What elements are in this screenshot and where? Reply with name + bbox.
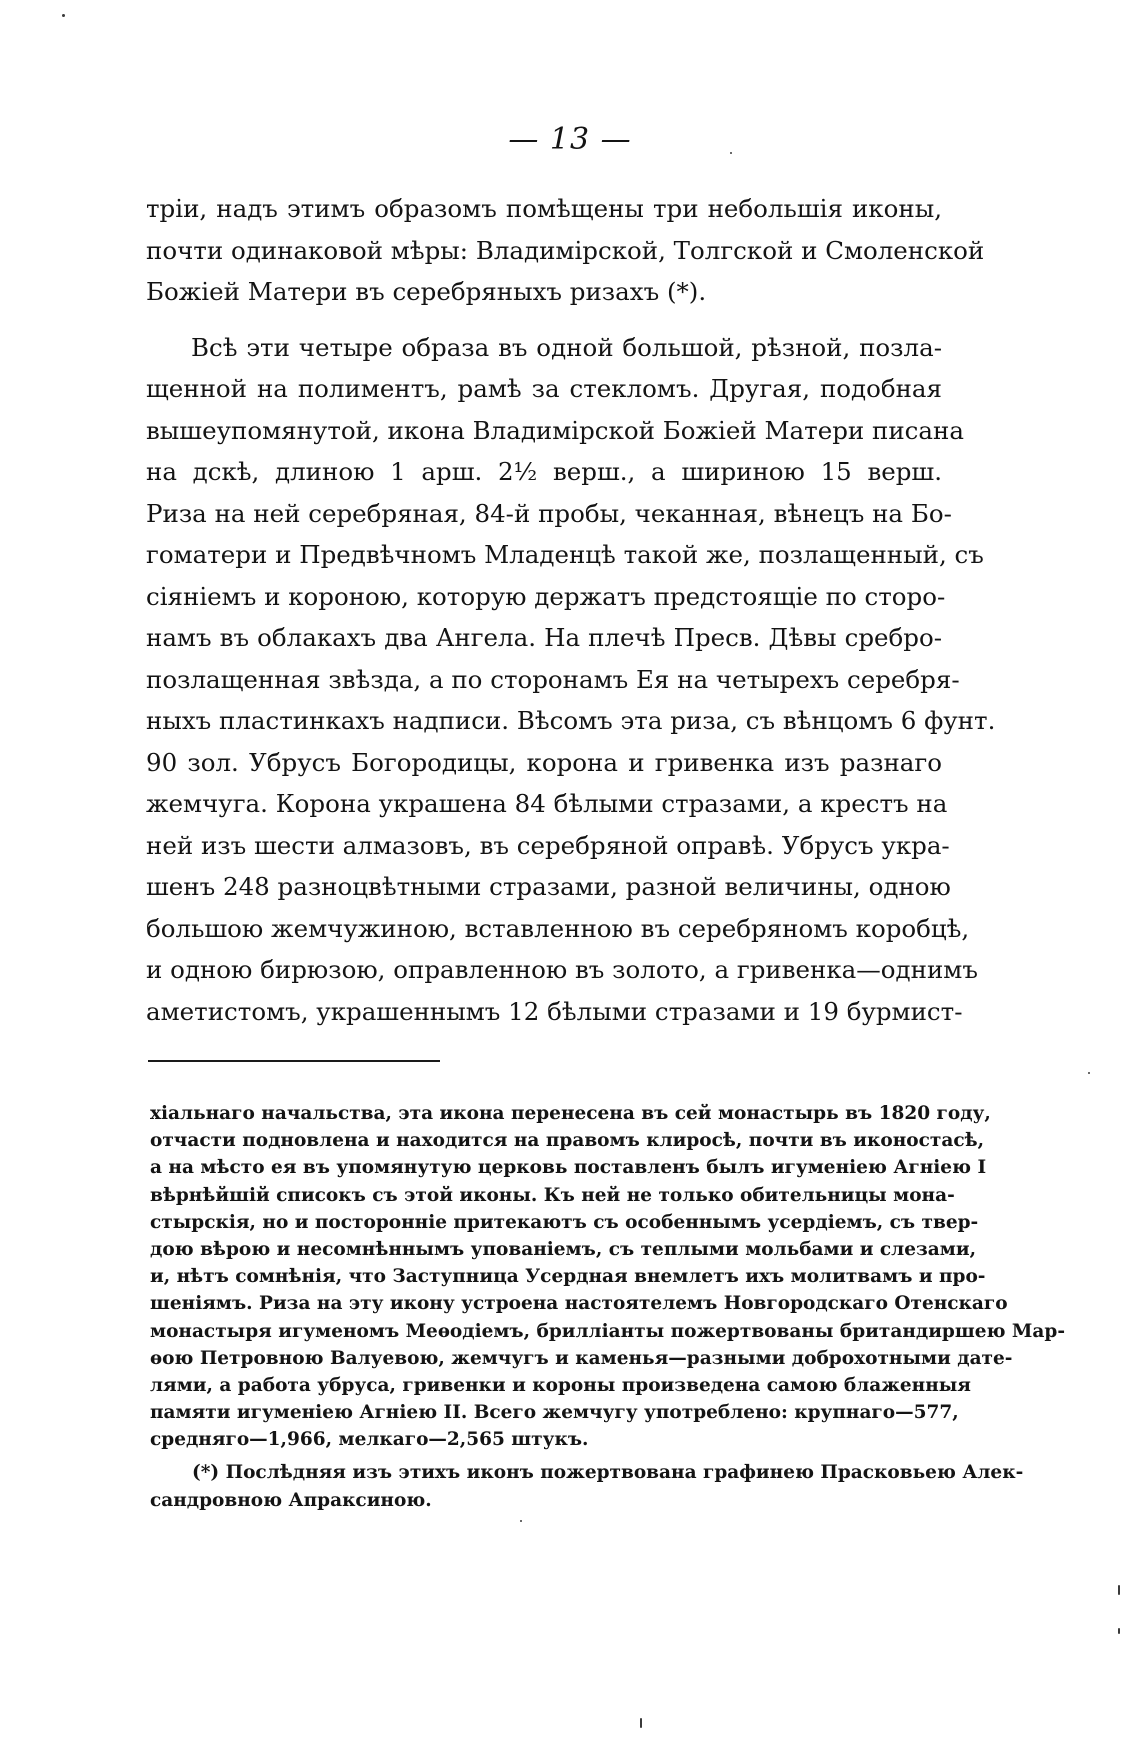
text-line: щенной на полиментъ, рамѣ за стекломъ. Другая, подобная [146, 374, 942, 403]
footnote-line: а на мѣсто ея въ упомянутую церковь поставленъ былъ игуменіею Агніею I [150, 1157, 987, 1179]
text-line: жемчуга. Корона украшена 84 бѣлыми стразами, а крестъ на [146, 789, 948, 818]
footnote-line: и, нѣтъ сомнѣнія, что Заступница Усердная внемлетъ ихъ молитвамъ и про- [150, 1266, 986, 1288]
scan-speck [640, 1718, 642, 1728]
footnote-line: хіальнаго начальства, эта икона перенесена въ сей монастырь въ 1820 году, [150, 1103, 991, 1124]
footnote-line: средняго—1,966, мелкаго—2,565 штукъ. [150, 1429, 589, 1451]
text-line: сіяніемъ и короною, которую держатъ предстоящіе по сторо- [146, 581, 946, 611]
text-line: ней изъ шести алмазовъ, въ серебряной оправѣ. Убрусъ укра- [146, 830, 950, 860]
text-line: большою жемчужиною, вставленною въ серебряномъ коробцѣ, [146, 913, 970, 943]
main-text [146, 188, 996, 1032]
footnote-line: шеніямъ. Риза на эту икону устроена настоятелемъ Новгородскаго Отенскаго [150, 1293, 1008, 1315]
text-line: 90 зол. Убрусъ Богородицы, корона и гривенка изъ разнаго [146, 747, 942, 777]
footnote-line: сандровною Апраксиною. [150, 1489, 432, 1511]
text-line: намъ въ облакахъ два Ангела. На плечѣ Пресв. Дѣвы сребро- [146, 623, 942, 652]
text-line: и одною бирюзою, оправленною въ золото, а гривенка—однимъ [146, 955, 978, 984]
text-line: ныхъ пластинкахъ надписи. Вѣсомъ эта риза, съ вѣнцомъ 6 фунт. [146, 706, 996, 735]
footnote-line: стырскія, но и посторонніе притекаютъ съ особеннымъ усердіемъ, съ твер- [150, 1211, 979, 1233]
scan-speck [1088, 1072, 1090, 1074]
text-line: Божіей Матери въ серебряныхъ ризахъ (*). [146, 277, 707, 306]
footnote-line: монастыря игуменомъ Меѳодіемъ, брилліанты пожертвованы британдиршею Мар- [150, 1320, 1066, 1342]
footnote-line: памяти игуменіею Агніею II. Всего жемчугу употреблено: крупнаго—577, [150, 1402, 959, 1424]
footnote-line: вѣрнѣйшій списокъ съ этой иконы. Къ ней не только обительницы мона- [150, 1184, 955, 1206]
text-line: вышеупомянутой, икона Владимірской Божіей Матери писана [146, 415, 964, 445]
text-line: почти одинаковой мѣры: Владимірской, Толгской и Смоленской [146, 235, 985, 265]
scan-speck [1118, 1585, 1120, 1595]
text-line: тріи, надъ этимъ образомъ помѣщены три небольшія иконы, [146, 194, 942, 223]
footnote-line: отчасти подновлена и находится на правомъ клиросѣ, почти въ иконостасѣ, [150, 1130, 985, 1152]
page-number: — 13 — [508, 122, 632, 157]
footnote-line: ѳою Петровною Валуевою, жемчугъ и каменья—разными доброхотными дате- [150, 1347, 1013, 1369]
footnote-line: (*) Послѣдняя изъ этихъ иконъ пожертвована графинею Прасковьею Алек- [192, 1462, 1024, 1484]
text-line: шенъ 248 разноцвѣтными стразами, разной величины, одною [146, 872, 951, 901]
text-line: гоматери и Предвѣчномъ Младенцѣ такой же, позлащенный, съ [146, 540, 984, 569]
text-line: Всѣ эти четыре образа въ одной большой, рѣзной, позла- [191, 332, 942, 362]
footnotes [150, 1100, 1066, 1514]
scan-speck [1118, 1628, 1120, 1634]
text-line: на дскѣ, длиною 1 арш. 2½ верш., а шириною 15 верш. [146, 457, 942, 486]
footnote-separator [148, 1060, 440, 1062]
scan-speck [520, 1520, 522, 1522]
text-line: аметистомъ, украшеннымъ 12 бѣлыми стразами и 19 бурмист- [146, 996, 963, 1026]
text-line: позлащенная звѣзда, а по сторонамъ Ея на четырехъ серебря- [146, 664, 960, 694]
scan-speck [62, 14, 65, 17]
text-line: Риза на ней серебряная, 84-й пробы, чеканная, вѣнецъ на Бо- [146, 498, 952, 528]
scan-speck [730, 152, 732, 154]
footnote-line: лями, а работа убруса, гривенки и короны произведена самою блаженныя [150, 1374, 971, 1396]
footnote-line: дою вѣрою и несомнѣннымъ упованіемъ, съ теплыми мольбами и слезами, [150, 1238, 977, 1260]
